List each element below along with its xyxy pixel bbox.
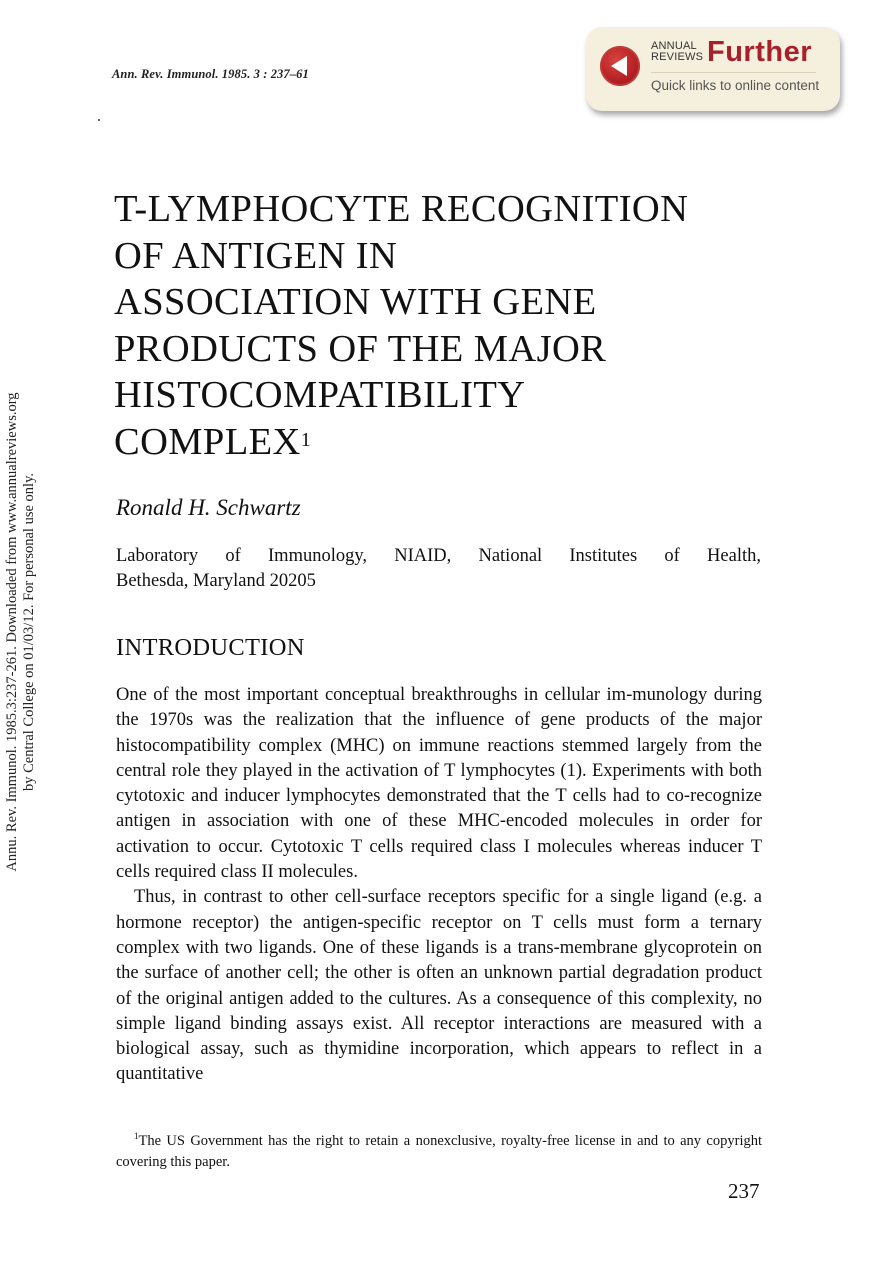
title-line: T-LYMPHOCYTE RECOGNITION — [114, 188, 689, 230]
title-line: HISTOCOMPATIBILITY — [114, 374, 526, 416]
badge-divider — [651, 72, 816, 73]
title-line: PRODUCTS OF THE MAJOR — [114, 327, 607, 370]
article-title — [114, 186, 688, 465]
affiliation-line1: Laboratory of Immunology, NIAID, National Institutes of Health, — [116, 546, 761, 566]
section-heading-introduction: INTRODUCTION — [116, 634, 305, 661]
title-line: ASSOCIATION WITH GENE — [114, 281, 597, 323]
affiliation-line2: Bethesda, Maryland 20205 — [116, 570, 316, 591]
stray-dot — [98, 119, 100, 121]
annual-reviews-wordmark — [651, 41, 703, 63]
body-paragraph: One of the most important conceptual breakthroughs in cellular im-munology during the 1970s was the realization that the influence of gene products of the major histocompatibility complex (MHC) on immune reactions stemmed largely from the central role they played in the activation of T lymphocytes (1). Experiments with both cytotoxic and inducer lymphocytes demonstrated that the T cells had to co-recognize antigen in association with one of these MHC-encoded molecules in order for activation to occur. Cytotoxic T cells required class I molecules whereas inducer T cells required class II molecules. — [116, 685, 762, 883]
footnote-mark: 1 — [134, 1131, 139, 1141]
download-notice-line1: Annu. Rev. Immunol. 1985.3:237-261. Downloaded from www.annualreviews.org — [4, 392, 20, 872]
download-notice — [4, 352, 38, 912]
footnote-text: The US Government has the right to retain a nonexclusive, royalty-free license in and to any copyright covering this paper. — [116, 1132, 762, 1170]
download-notice-line2: by Central College on 01/03/12. For personal use only. — [21, 472, 37, 792]
reviews-label: REVIEWS — [651, 51, 704, 63]
article-body — [116, 683, 762, 1088]
further-brand: Further — [707, 36, 812, 68]
body-paragraph: Thus, in contrast to other cell-surface receptors specific for a single ligand (e.g. a hormone receptor) the antigen-specific receptor on T cells must form a ternary complex with two ligands. One of these ligands is a trans-membrane glycoprotein on the surface of another cell; the other is often an unknown partial degradation product of the original antigen added to the cultures. As a consequence of this complexity, no simple ligand binding assays exist. All receptor interactions are measured with a biological assay, such as thymidine incorporation, which appears to reflect in a quantitative — [116, 887, 762, 1085]
author-name: Ronald H. Schwartz — [116, 495, 301, 520]
annual-reviews-further-badge[interactable] — [586, 27, 840, 111]
quick-links-link[interactable]: Quick links to online content — [651, 78, 820, 93]
title-footnote-mark[interactable]: 1 — [300, 428, 312, 451]
title-line: COMPLEX — [114, 420, 301, 463]
footnote — [116, 1126, 762, 1173]
journal-reference: Ann. Rev. Immunol. 1985. 3 : 237–61 — [112, 67, 309, 81]
author-affiliation — [116, 544, 761, 593]
back-arrow-circle-icon[interactable] — [600, 46, 640, 86]
page-number: 237 — [728, 1179, 760, 1203]
title-line: OF ANTIGEN IN — [114, 234, 398, 277]
annual-label: ANNUAL — [651, 40, 697, 52]
